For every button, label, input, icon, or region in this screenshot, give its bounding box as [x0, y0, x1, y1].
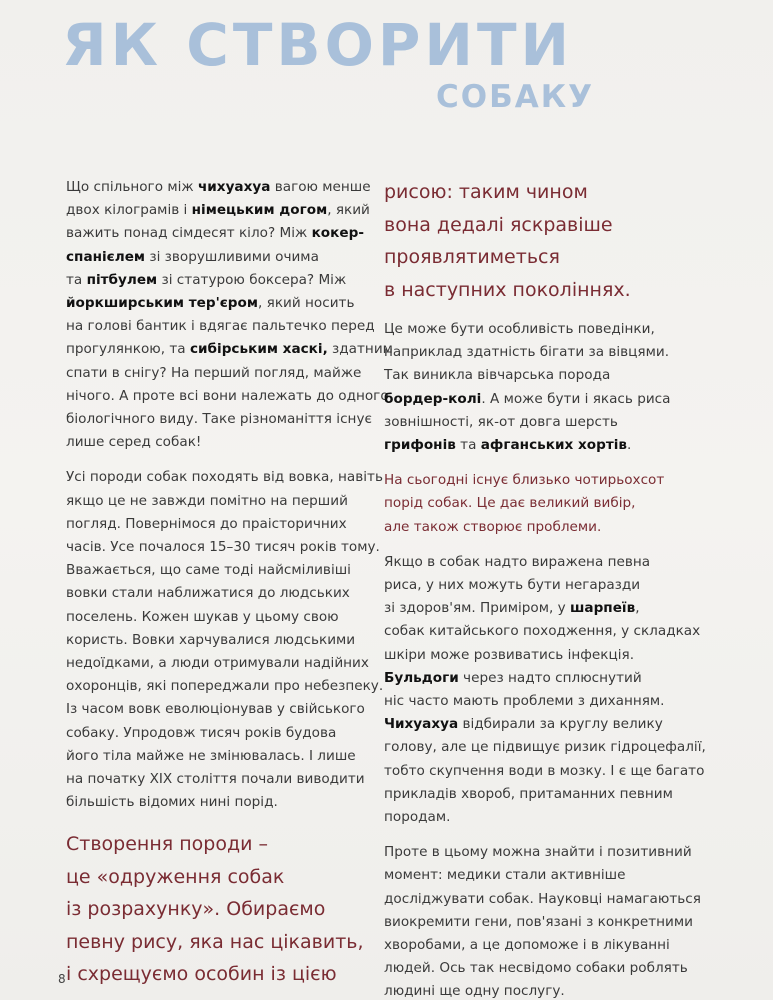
text-line [384, 434, 684, 457]
text-line: На сьогодні існує близько чотирьохсот [384, 472, 665, 489]
text-line: це «одруження собак [66, 865, 285, 888]
text-line [66, 246, 358, 269]
text-line [384, 806, 684, 829]
text-span: відбирали за круглу велику [458, 716, 663, 733]
text-line [66, 176, 371, 199]
positive-moment-paragraph [384, 841, 701, 1000]
text-span: на голові бантик і вдягає пальтечко перед [66, 318, 375, 335]
breed-name: чихуахуа [197, 179, 271, 195]
text-line: момент: медики стали активніше [384, 867, 626, 884]
text-line [384, 341, 684, 364]
breed-name: спанієлем [66, 248, 146, 265]
breed-name: афганських хортів [480, 437, 627, 454]
text-line: із розрахунку». Обираємо [66, 898, 326, 921]
text-span: зі статурою боксера? Між [157, 271, 347, 288]
text-line: вона дедалі яскравіше [384, 213, 613, 236]
text-line: Створення породи – [66, 833, 268, 856]
text-span: , який [327, 202, 370, 219]
text-line: проявлятиметься [384, 246, 560, 268]
text-line: часів. Усе почалося 15–30 тисяч років тому. [66, 539, 380, 556]
text-line [66, 222, 364, 245]
intro-paragraph [66, 176, 393, 454]
breed-name: йоркширським тер'єром [66, 295, 258, 312]
text-line [384, 597, 684, 620]
text-span: , [635, 600, 640, 617]
text-line: на початку XIX століття почали виводити [66, 771, 365, 788]
breed-name: кокер- [311, 225, 364, 242]
text-line [384, 760, 705, 783]
page-title: ЯК СТВОРИТИ [62, 11, 574, 79]
text-line [66, 292, 358, 315]
text-line [66, 385, 389, 408]
text-line: погляд. Повернімося до праісторичних [66, 515, 347, 532]
text-line: людині ще одну послугу. [384, 983, 565, 1000]
text-span: породам. [384, 809, 451, 826]
text-span: важить понад сімдесят кіло? Між [66, 225, 312, 242]
text-line [384, 318, 684, 341]
text-span: голову, але це підвищує ризик гідроцефалії, [384, 739, 706, 756]
text-span: зі здоров'ям. Приміром, у [384, 600, 570, 617]
text-span: риса, у них можуть бути негаразди [384, 577, 641, 594]
text-line: якщо це не завжди помітно на перший [66, 492, 348, 509]
text-span: лише серед собак! [66, 434, 202, 451]
text-line: поселень. Кожен шукав у цьому свою [66, 608, 339, 625]
breed-name: пітбулем [86, 271, 158, 288]
text-line: користь. Вовки харчувалися людськими [66, 631, 356, 648]
text-span: двох кілограмів і [66, 202, 192, 219]
health-problems-paragraph [384, 551, 706, 829]
breed-name: німецьким догом [191, 202, 328, 219]
text-line [384, 551, 684, 574]
traits-paragraph [384, 318, 684, 457]
text-line: хворобами, а це допоможе і в лікуванні [384, 937, 670, 954]
page-subtitle: СОБАКУ [436, 79, 594, 115]
text-line [66, 362, 362, 385]
text-line: собаку. Упродовж тисяч років будова [66, 724, 337, 741]
text-line: недоїдками, а люди отримували надійних [66, 655, 369, 672]
text-line: Вважається, що саме тоді найсміливіші [66, 562, 351, 579]
breed-name: Чихуахуа [384, 716, 459, 733]
text-span: . [626, 437, 632, 454]
text-line: Проте в цьому можна знайти і позитивний [384, 844, 692, 861]
text-line: рисою: таким чином [384, 181, 588, 203]
text-span: наприклад здатність бігати за вівцями. [384, 344, 670, 361]
text-span: Це може бути особливість поведінки, [384, 321, 655, 337]
breed-name: Бульдоги [384, 669, 459, 686]
text-line: його тіла майже не змінювалась. І лише [66, 747, 356, 764]
text-line: Усі породи собак походять від вовка, навіть [66, 469, 383, 486]
text-line: порід собак. Це дає великий вибір, [384, 495, 636, 512]
breeds-count-note [384, 469, 684, 539]
text-line: вовки стали наближатися до людських [66, 585, 350, 602]
text-span: та [455, 437, 481, 454]
text-line [66, 315, 375, 338]
text-line [66, 338, 393, 361]
breed-name: грифонів [384, 437, 456, 454]
page-number: 8 [58, 972, 66, 986]
text-line [384, 667, 684, 690]
text-line: більшість відомих нині порід. [66, 794, 278, 811]
text-span: біологічного виду. Таке різноманіття існує [66, 411, 372, 428]
text-line [384, 690, 684, 713]
text-line: Із часом вовк еволюціонував у свійського [66, 701, 365, 718]
text-line [384, 364, 684, 387]
text-line [66, 431, 358, 454]
text-line: охоронців, які попереджали про небезпеку. [66, 678, 384, 695]
text-span: Що спільного між [66, 179, 198, 195]
text-line [384, 644, 684, 667]
text-span: ніс часто мають проблеми з диханням. [384, 693, 665, 710]
text-span: шкіри може розвиватись інфекція. [384, 646, 635, 663]
text-span: зі зворушливими очима [145, 248, 319, 265]
text-line [384, 574, 684, 597]
text-line: в наступних поколіннях. [384, 278, 631, 301]
text-line [384, 620, 701, 643]
text-span: тобто скупчення води в мозку. І є ще багато [384, 762, 705, 779]
text-line: але також створює проблеми. [384, 518, 602, 535]
history-paragraph [66, 466, 384, 814]
left-column [66, 176, 393, 991]
text-line: і схрещуємо особин із цією [66, 963, 337, 986]
text-line [384, 411, 684, 434]
breed-name: сибірським хаскі, [189, 341, 328, 358]
text-line: певну рису, яка нас цікавить, [66, 930, 364, 953]
text-line [384, 736, 706, 759]
text-span: Якщо в собак надто виражена певна [384, 553, 651, 570]
text-span: та [66, 271, 87, 288]
breed-name: бордер-колі [384, 390, 482, 407]
text-line [66, 199, 370, 222]
text-span: через надто сплюснутий [458, 669, 642, 686]
text-span: нічого. А проте всі вони належать до одного [66, 387, 389, 404]
text-span: спати в снігу? На перший погляд, майже [66, 364, 362, 381]
text-span: собак китайського походження, у складках [384, 623, 701, 640]
text-span: прогулянкою, та [66, 341, 190, 358]
text-line [384, 783, 684, 806]
text-line [384, 713, 684, 736]
text-span: здатним [327, 341, 393, 358]
text-span: зовнішності, як-от довга шерсть [384, 413, 618, 430]
text-span: прикладів хвороб, притаманних певним [384, 785, 673, 802]
text-line [66, 408, 372, 431]
text-line [66, 269, 358, 292]
breed-name: шарпеїв [569, 600, 636, 617]
text-span: Так виникла вівчарська порода [384, 367, 611, 384]
pull-quote-part-1 [66, 828, 364, 991]
text-span: , який носить [258, 295, 355, 312]
text-line: виокремити гени, пов'язані з конкретними [384, 913, 693, 930]
pull-quote-part-2 [384, 176, 684, 306]
text-line: досліджувати собак. Науковці намагаються [384, 890, 701, 907]
text-span: . А може бути і якась риса [481, 390, 671, 407]
text-line: людей. Ось так несвідомо собаки роблять [384, 960, 688, 977]
text-line [384, 388, 684, 411]
right-column [384, 176, 706, 1000]
text-span: вагою менше [270, 179, 371, 195]
